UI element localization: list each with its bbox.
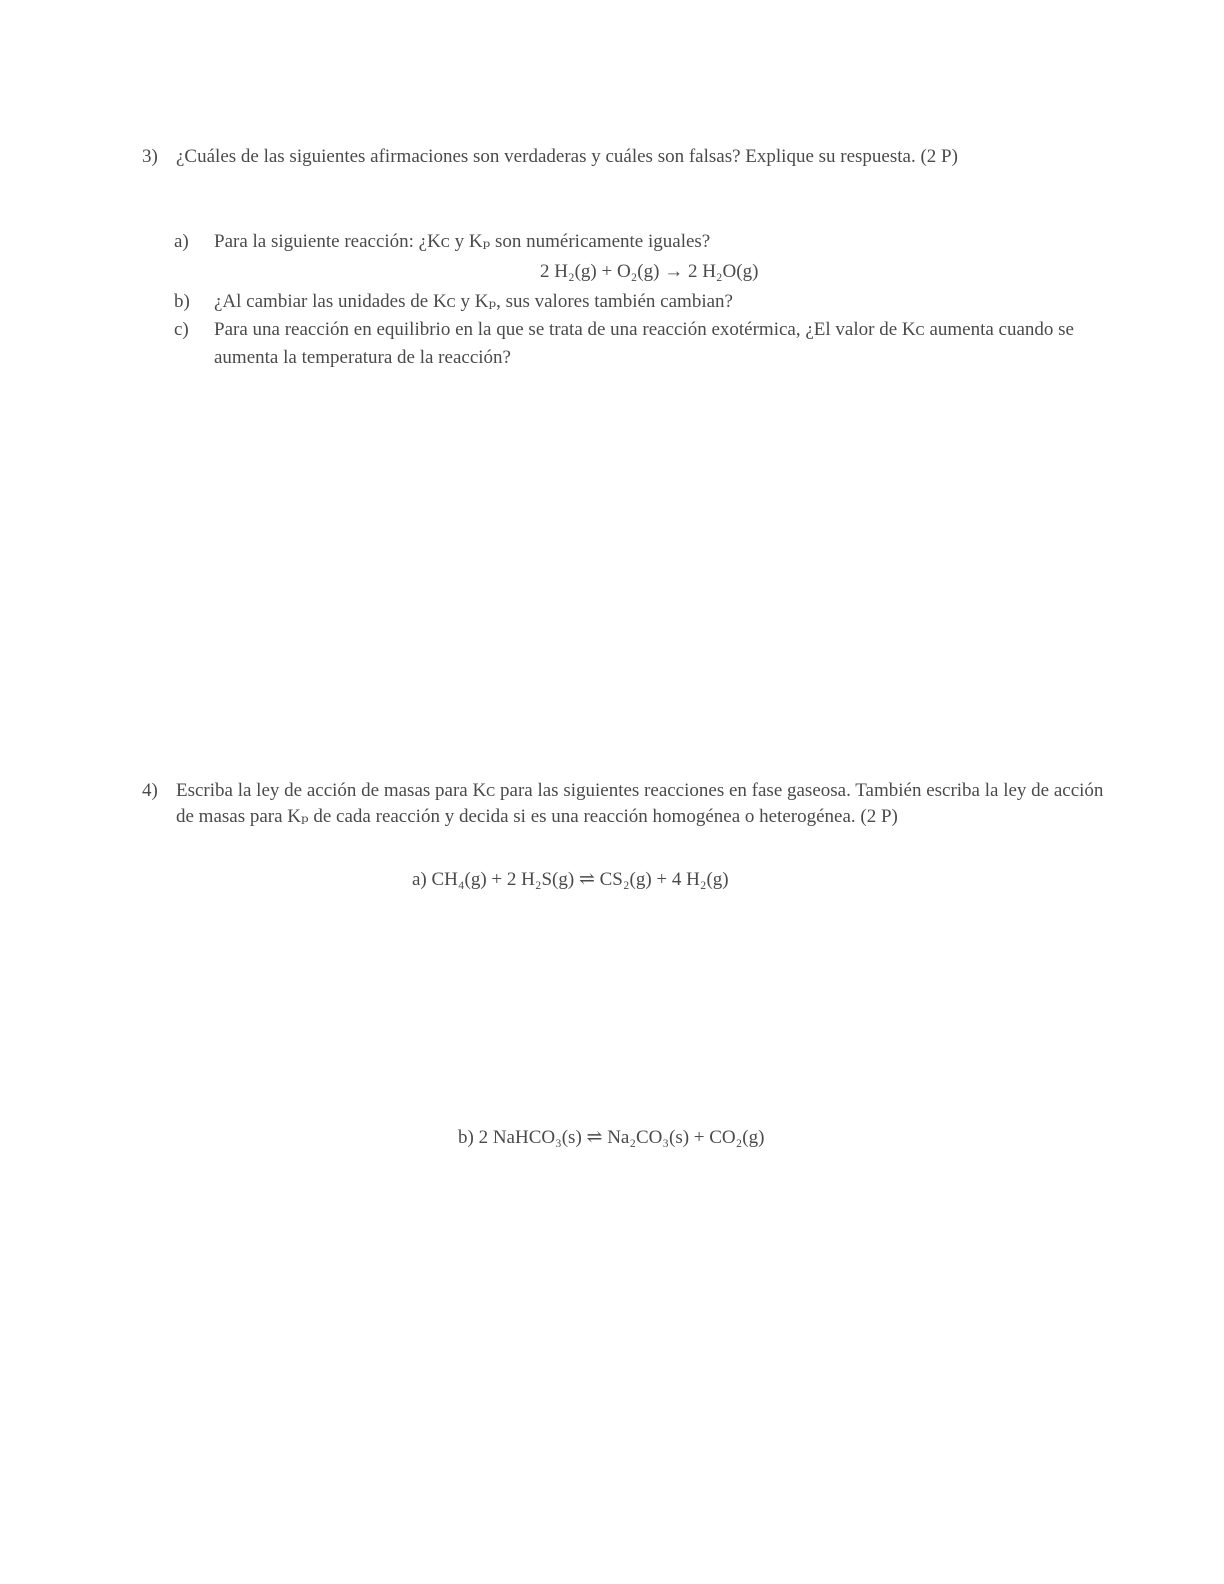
subitem-label: c) bbox=[174, 319, 189, 340]
subitem-text: Para la siguiente reacción: ¿Kᴄ y Kₚ son numéricamente iguales? bbox=[214, 231, 711, 252]
question-3-subitems bbox=[174, 228, 1094, 256]
equation-q3a: 2 H₂(g) + O₂(g) → 2 H₂O(g) bbox=[540, 261, 759, 282]
question-3-subitems-bc bbox=[174, 288, 1094, 372]
subitem-b bbox=[174, 288, 1094, 316]
subitem-label: a) bbox=[174, 231, 189, 252]
subitem-a bbox=[174, 228, 1094, 256]
question-4 bbox=[142, 778, 1110, 830]
subitem-text: ¿Al cambiar las unidades de Kᴄ y Kₚ, sus valores también cambian? bbox=[214, 291, 733, 312]
question-number: 3) bbox=[142, 146, 158, 167]
question-3 bbox=[142, 144, 1110, 170]
equation-q4a: a) CH₄(g) + 2 H₂S(g) ⇌ CS₂(g) + 4 H₂(g) bbox=[412, 869, 729, 890]
subitem-text: Para una reacción en equilibrio en la que se trata de una reacción exotérmica, ¿El valor de Kᴄ aumenta cuando se aumenta la temperatura de la reacción? bbox=[214, 319, 1074, 368]
subitem-label: b) bbox=[174, 291, 190, 312]
subitem-c bbox=[174, 316, 1094, 372]
equation-q4b: b) 2 NaHCO₃(s) ⇌ Na₂CO₃(s) + CO₂(g) bbox=[458, 1127, 765, 1148]
question-text: Escriba la ley de acción de masas para Kᴄ para las siguientes reacciones en fase gaseosa. También escriba la ley de acción de masas para Kₚ de cada reacción y decida si es una reacción homogénea o heterogénea. (2 P) bbox=[176, 780, 1104, 827]
question-text: ¿Cuáles de las siguientes afirmaciones son verdaderas y cuáles son falsas? Explique su respuesta. (2 P) bbox=[176, 146, 958, 167]
question-number: 4) bbox=[142, 780, 158, 801]
